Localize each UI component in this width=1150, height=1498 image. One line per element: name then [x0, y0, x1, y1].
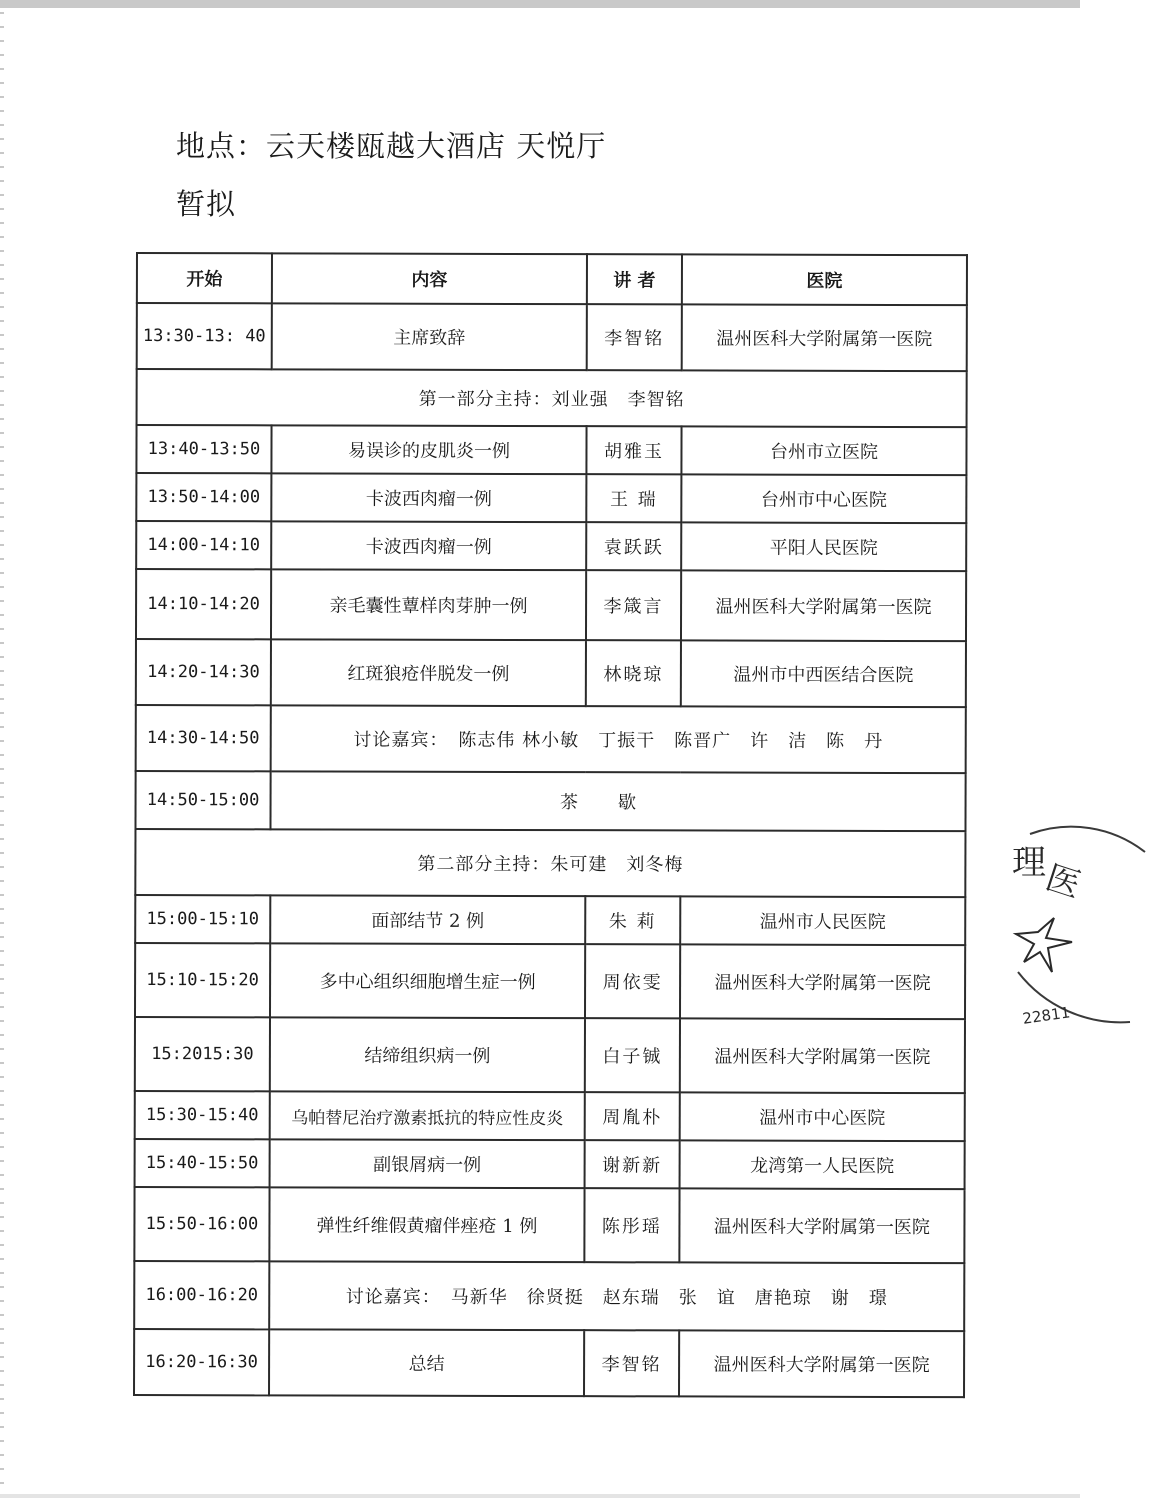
topic-cell: 副银屑病一例	[270, 1139, 585, 1188]
topic-cell: 主席致辞	[272, 303, 587, 370]
time-cell: 13:30-13: 40	[137, 303, 272, 369]
speaker-cell: 周胤朴	[585, 1092, 680, 1140]
speaker-cell: 白子铖	[585, 1018, 680, 1092]
table-row	[136, 639, 966, 707]
speaker-cell: 胡雅玉	[586, 426, 681, 474]
time-cell: 16:20-16:30	[134, 1329, 269, 1395]
topic-cell: 面部结节 2 例	[270, 895, 585, 944]
red-seal-stamp-partial	[1010, 822, 1150, 1032]
speaker-cell: 林晓琼	[586, 640, 681, 706]
col-header-speaker: 讲 者	[587, 254, 682, 304]
section-host-cell: 第一部分主持：刘业强 李智铭	[137, 369, 967, 427]
topic-cell: 亲毛囊性蕈样肉芽肿一例	[271, 569, 586, 640]
topic-cell: 卡波西肉瘤一例	[271, 473, 586, 522]
stamp-star-icon	[1016, 918, 1072, 972]
time-cell: 13:50-14:00	[136, 473, 271, 521]
hospital-cell: 温州医科大学附属第一医院	[680, 1018, 965, 1093]
hospital-cell: 温州市中心医院	[680, 1092, 965, 1141]
discussion-row	[136, 705, 966, 773]
scan-top-band	[0, 0, 1080, 8]
hospital-cell: 台州市中心医院	[681, 474, 966, 523]
time-cell: 15:50-16:00	[134, 1187, 269, 1261]
speaker-cell: 朱 莉	[585, 896, 680, 944]
venue-location: 地点：云天楼瓯越大酒店 天悦厅	[176, 129, 607, 163]
speaker-cell: 周依雯	[585, 944, 680, 1018]
table-row	[136, 569, 966, 641]
topic-cell: 卡波西肉瘤一例	[271, 521, 586, 570]
topic-cell: 总结	[269, 1329, 584, 1396]
discussion-guests-cell: 讨论嘉宾： 马新华 徐贤挺 赵东瑞 张 谊 唐艳琼 谢 璟	[269, 1261, 964, 1331]
table-row	[135, 1091, 965, 1141]
table-row	[135, 1017, 965, 1093]
scan-edge-marks	[0, 12, 4, 1492]
hospital-cell: 温州医科大学附属第一医院	[679, 1330, 964, 1397]
section-row	[135, 829, 965, 897]
speaker-cell: 李智铭	[587, 304, 682, 370]
topic-cell: 乌帕替尼治疗激素抵抗的特应性皮炎	[270, 1091, 585, 1140]
discussion-guests-cell: 讨论嘉宾： 陈志伟 林小敏 丁振干 陈晋广 许 洁 陈 丹	[271, 705, 966, 773]
hospital-cell: 温州市人民医院	[680, 896, 965, 945]
hospital-cell: 温州医科大学附属第一医院	[681, 570, 966, 641]
time-cell: 15:30-15:40	[135, 1091, 270, 1139]
speaker-cell: 陈彤瑶	[584, 1188, 679, 1262]
hospital-cell: 温州医科大学附属第一医院	[679, 1188, 964, 1263]
table-header-row	[137, 253, 967, 305]
topic-cell: 多中心组织细胞增生症一例	[270, 943, 585, 1018]
table-row	[134, 1329, 964, 1397]
topic-cell: 结缔组织病一例	[270, 1017, 585, 1092]
hospital-cell: 温州医科大学附属第一医院	[680, 944, 965, 1019]
col-header-topic: 内容	[272, 253, 587, 304]
topic-cell: 弹性纤维假黄瘤伴痤疮 1 例	[269, 1187, 584, 1262]
schedule-table	[133, 252, 968, 1398]
table-row	[135, 1139, 965, 1189]
time-cell: 14:50-15:00	[135, 771, 270, 829]
table-row	[136, 425, 966, 475]
section-row	[137, 369, 967, 427]
speaker-cell: 王 瑞	[586, 474, 681, 522]
time-cell: 15:40-15:50	[135, 1139, 270, 1187]
hospital-cell: 温州医科大学附属第一医院	[682, 304, 967, 371]
hospital-cell: 台州市立医院	[681, 426, 966, 475]
time-cell: 14:00-14:10	[136, 521, 271, 569]
break-row	[135, 771, 965, 831]
topic-cell: 易误诊的皮肌炎一例	[271, 425, 586, 474]
speaker-cell: 谢新新	[585, 1140, 680, 1188]
tea-break-cell: 茶歇	[270, 771, 965, 831]
time-cell: 13:40-13:50	[136, 425, 271, 473]
table-row	[137, 303, 967, 371]
time-cell: 15:00-15:10	[135, 895, 270, 943]
speaker-cell: 李智铭	[584, 1330, 679, 1396]
hospital-cell: 龙湾第一人民医院	[680, 1140, 965, 1189]
table-row	[135, 895, 965, 945]
time-cell: 14:20-14:30	[136, 639, 271, 705]
time-cell: 15:10-15:20	[135, 943, 270, 1017]
draft-status: 暂拟	[176, 187, 237, 221]
table-row	[135, 943, 965, 1019]
topic-cell: 红斑狼疮伴脱发一例	[271, 639, 586, 706]
time-cell: 14:10-14:20	[136, 569, 271, 639]
speaker-cell: 袁跃跃	[586, 522, 681, 570]
time-cell: 14:30-14:50	[136, 705, 271, 771]
table-row	[136, 521, 966, 571]
hospital-cell: 温州市中西医结合医院	[681, 640, 966, 707]
discussion-row	[134, 1261, 964, 1331]
stamp-number: 22811	[1021, 1003, 1072, 1028]
time-cell: 16:00-16:20	[134, 1261, 269, 1329]
table-row	[136, 473, 966, 523]
col-header-start: 开始	[137, 253, 272, 303]
speaker-cell: 李箴言	[586, 570, 681, 640]
scan-bottom-band	[0, 1494, 1080, 1498]
time-cell: 15:2015:30	[135, 1017, 270, 1091]
section-host-cell: 第二部分主持：朱可建 刘冬梅	[135, 829, 965, 897]
col-header-hospital: 医院	[682, 254, 967, 305]
stamp-glyph: 理	[1012, 843, 1046, 883]
table-row	[134, 1187, 964, 1263]
stamp-glyph: 医	[1040, 857, 1086, 907]
hospital-cell: 平阳人民医院	[681, 522, 966, 571]
